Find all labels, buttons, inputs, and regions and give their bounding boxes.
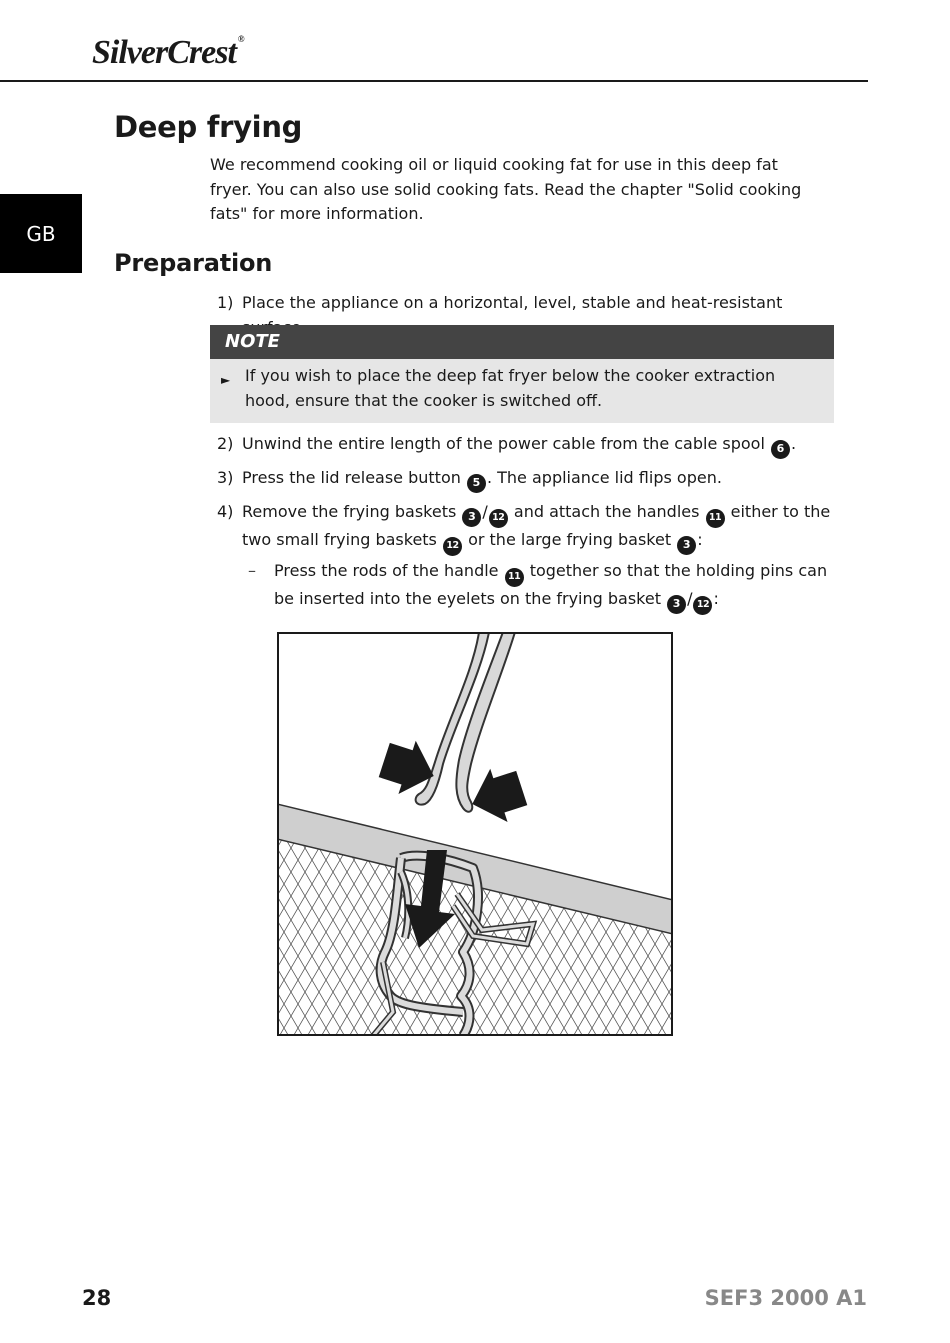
- note-text: If you wish to place the deep fat fryer below the cooker extraction hood, ensure that the cooker is switched off.: [245, 366, 776, 410]
- step-text: Press the lid release button 5 . The appliance lid flips open.: [242, 466, 842, 493]
- step-number: 2): [217, 434, 234, 453]
- ref-frying-basket-large: 3: [677, 536, 696, 555]
- note-content: [210, 359, 834, 413]
- ref-frying-basket-small: 12: [489, 509, 508, 528]
- dash-bullet: –: [248, 561, 256, 580]
- note-box: [210, 325, 834, 423]
- step-number: 1): [217, 293, 234, 312]
- model-number: SEF3 2000 A1: [704, 1286, 867, 1310]
- substep-text: Press the rods of the handle 11 together so that the holding pins can be inserted into the eyelets on the frying basket 3 / 12 :: [274, 559, 838, 615]
- brand-logo: SilverCrest ®: [92, 34, 244, 71]
- step-4: [217, 500, 842, 556]
- bullet-arrow-icon: ►: [221, 373, 231, 387]
- deep-frying-heading: Deep frying: [114, 110, 303, 144]
- language-tab: GB: [0, 194, 82, 273]
- ref-frying-basket-small: 12: [693, 596, 712, 615]
- ref-frying-basket-large: 3: [462, 508, 481, 527]
- header-divider: [0, 80, 868, 82]
- step-3: [217, 466, 842, 493]
- ref-handle: 11: [706, 509, 725, 528]
- trademark-symbol: ®: [237, 34, 244, 44]
- substep-handle: [248, 559, 838, 615]
- step-text: Unwind the entire length of the power cable from the cable spool 6 .: [242, 432, 842, 459]
- ref-frying-basket-large: 3: [667, 595, 686, 614]
- page-number: 28: [82, 1286, 112, 1310]
- step-number: 4): [217, 502, 234, 521]
- step-number: 3): [217, 468, 234, 487]
- ref-frying-basket-small: 12: [443, 537, 462, 556]
- note-label: NOTE: [210, 325, 834, 359]
- ref-lid-release-button: 5: [467, 474, 486, 493]
- ref-cable-spool: 6: [771, 440, 790, 459]
- ref-handle: 11: [505, 568, 524, 587]
- handle-attachment-illustration: [277, 632, 673, 1036]
- preparation-heading: Preparation: [114, 249, 273, 277]
- step-text: Place the appliance on a horizontal, level, stable and heat-resistant: [242, 293, 783, 312]
- step-2: [217, 432, 842, 459]
- deep-frying-intro: We recommend cooking oil or liquid cooking fat for use in this deep fat fryer. You can also use solid cooking fats. Read the chapter "Solid cooking fats" for more information.: [210, 155, 802, 223]
- step-text: Remove the frying baskets 3 / 12 and attach the handles 11 either to the two small frying baskets 12 or the large frying basket 3 :: [242, 500, 842, 556]
